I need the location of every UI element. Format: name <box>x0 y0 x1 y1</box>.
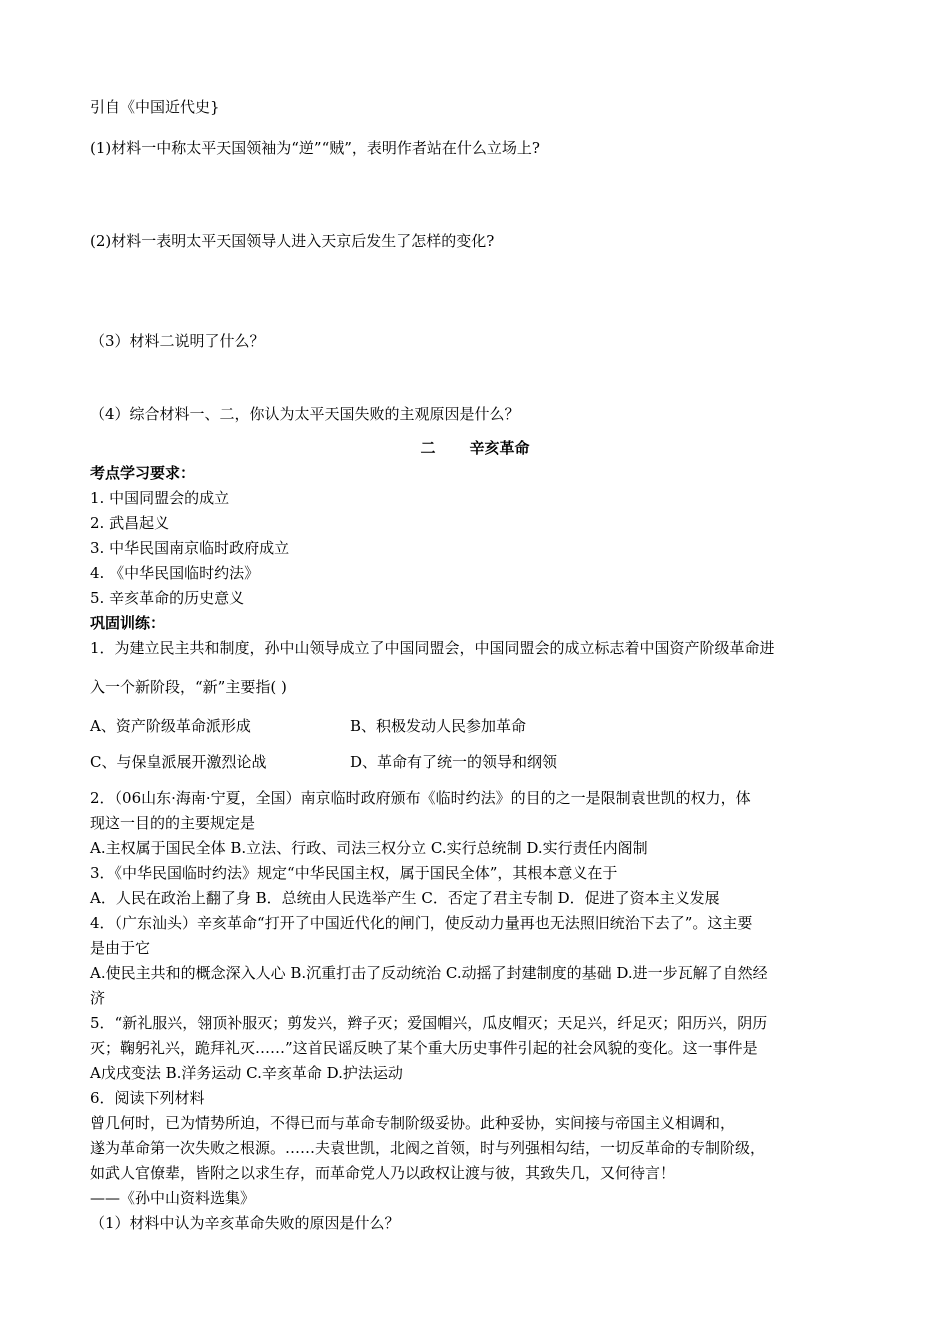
question-2: (2)材料一表明太平天国领导人进入天京后发生了怎样的变化? <box>90 232 495 250</box>
practice-q6-subquestion: （1）材料中认为辛亥革命失败的原因是什么？ <box>90 1214 400 1232</box>
practice-q3-options: A．人民在政治上翻了身 B．总统由人民选举产生 C．否定了君主专制 D．促进了资本主义发展 <box>90 889 720 907</box>
section-title <box>0 438 950 458</box>
reading-material: 曾几何时，已为情势所迫，不得已而与革命专制阶级妥协。此种妥协，实间接与帝国主义相调和， <box>90 1114 736 1132</box>
practice-q3-line: 3．《中华民国临时约法》规定“中华民国主权，属于国民全体”，其根本意义在于 <box>90 864 618 882</box>
practice-q5-line: 灭；鞠躬礼兴，跪拜礼灭……”这首民谣反映了某个重大历史事件引起的社会风貌的变化。这一事件是 <box>90 1039 758 1057</box>
requirement-item: 1. 中国同盟会的成立 <box>90 489 230 507</box>
requirement-item: 5. 辛亥革命的历史意义 <box>90 589 245 607</box>
practice-q1-line: 入一个新阶段，“新”主要指( ) <box>90 678 287 696</box>
practice-q2-options: A.主权属于国民全体 B.立法、行政、司法三权分立 C.实行总统制 D.实行责任内阁制 <box>90 839 648 857</box>
practice-q1-option-b: B、积极发动人民参加革命 <box>350 717 527 735</box>
reading-source: ——《孙中山资料选集》 <box>90 1189 256 1207</box>
practice-q4-options: A.使民主共和的概念深入人心 B.沉重打击了反动统治 C.动摇了封建制度的基础 D.进一步瓦解了自然经 <box>90 964 768 982</box>
requirements-heading: 考点学习要求： <box>90 464 196 482</box>
source-citation: 引自《中国近代史} <box>90 98 220 116</box>
practice-q1-line: 1．为建立民主共和制度，孙中山领导成立了中国同盟会，中国同盟会的成立标志着中国资产阶级革命进 <box>90 639 775 657</box>
requirement-item: 4. 《中华民国临时约法》 <box>90 564 260 582</box>
section-name: 辛亥革命 <box>469 439 530 457</box>
reading-material: 遂为革命第一次失败之根源。……夫袁世凯，北阀之首领，时与列强相勾结，一切反革命的专制阶级， <box>90 1139 766 1157</box>
practice-q4-line: 4．（广东汕头）辛亥革命“打开了中国近代化的闸门，使反动力量再也无法照旧统治下去了”。这主要 <box>90 914 753 932</box>
question-3: （3）材料二说明了什么？ <box>90 332 265 350</box>
practice-q2-line: 2．（06山东·海南·宁夏，全国）南京临时政府颁布《临时约法》的目的之一是限制袁世凯的权力，体 <box>90 789 751 807</box>
practice-q2-line: 现这一目的的主要规定是 <box>90 814 256 832</box>
practice-q1-option-d: D、革命有了统一的领导和纲领 <box>350 753 558 771</box>
practice-q4-line: 是由于它 <box>90 939 151 957</box>
requirement-item: 3. 中华民国南京临时政府成立 <box>90 539 290 557</box>
practice-heading: 巩固训练： <box>90 614 166 632</box>
question-1: (1)材料一中称太平天国领袖为“逆”“贼”，表明作者站在什么立场上? <box>90 139 540 157</box>
requirement-item: 2. 武昌起义 <box>90 514 170 532</box>
question-4: （4）综合材料一、二，你认为太平天国失败的主观原因是什么？ <box>90 405 520 423</box>
section-number: 二 <box>420 439 436 457</box>
practice-q1-option-c: C、与保皇派展开激烈论战 <box>90 753 267 771</box>
practice-q4-options: 济 <box>90 989 106 1007</box>
practice-q6-line: 6．阅读下列材料 <box>90 1089 205 1107</box>
practice-q5-options: A戊戌变法 B.洋务运动 C.辛亥革命 D.护法运动 <box>90 1064 403 1082</box>
reading-material: 如武人官僚辈，皆附之以求生存，而革命党人乃以政权让渡与彼，其致失几，又何待言！ <box>90 1164 676 1182</box>
practice-q1-option-a: A、资产阶级革命派形成 <box>90 717 251 735</box>
practice-q5-line: 5．“新礼服兴，翎顶补服灭；剪发兴，辫子灭；爱国帽兴，瓜皮帽灭；天足兴，纤足灭；阳历兴，阴历 <box>90 1014 768 1032</box>
